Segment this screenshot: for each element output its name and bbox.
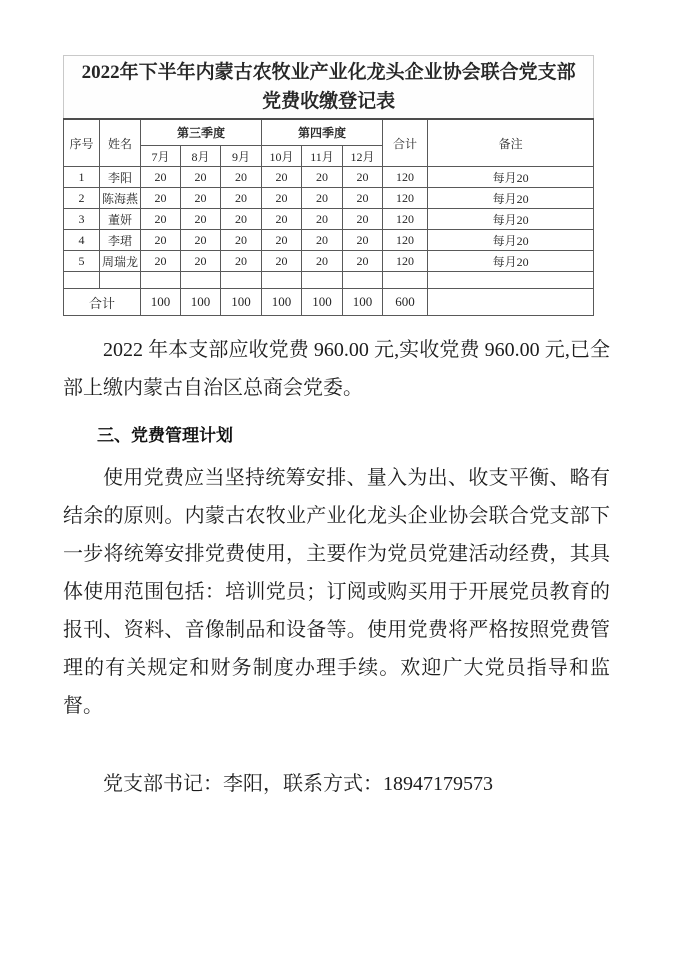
totals-month-value: 100 xyxy=(262,289,302,316)
empty-cell xyxy=(383,272,428,289)
header-month: 10月 xyxy=(262,146,302,167)
header-month: 11月 xyxy=(302,146,343,167)
table-row xyxy=(64,251,594,272)
cell-note: 每月20 xyxy=(428,167,594,188)
cell-month-fee: 20 xyxy=(181,251,221,272)
cell-name: 周瑞龙 xyxy=(100,251,141,272)
summary-paragraph: 2022 年本支部应收党费 960.00 元,实收党费 960.00 元,已全部上缴内蒙古自治区总商会党委。 xyxy=(63,339,610,399)
cell-month-fee: 20 xyxy=(141,251,181,272)
totals-note xyxy=(428,289,594,316)
header-row-seasons xyxy=(64,119,594,146)
empty-cell xyxy=(141,272,181,289)
cell-month-fee: 20 xyxy=(221,251,262,272)
cell-no: 2 xyxy=(64,188,100,209)
totals-month-value: 100 xyxy=(181,289,221,316)
empty-cell xyxy=(428,272,594,289)
empty-cell xyxy=(221,272,262,289)
cell-note: 每月20 xyxy=(428,188,594,209)
table-row xyxy=(64,209,594,230)
header-note: 备注 xyxy=(428,119,594,167)
cell-month-fee: 20 xyxy=(221,167,262,188)
cell-total: 120 xyxy=(383,209,428,230)
cell-note: 每月20 xyxy=(428,209,594,230)
cell-name: 李珺 xyxy=(100,230,141,251)
cell-total: 120 xyxy=(383,167,428,188)
table-row xyxy=(64,230,594,251)
header-no: 序号 xyxy=(64,119,100,167)
table-title-cell xyxy=(64,56,594,120)
cell-month-fee: 20 xyxy=(262,209,302,230)
cell-month-fee: 20 xyxy=(302,167,343,188)
plan-paragraph: 使用党费应当坚持统筹安排、量入为出、收支平衡、略有结余的原则。内蒙古农牧业产业化龙头企业协会联合党支部下一步将统筹安排党费使用，主要作为党员党建活动经费，其具体使用范围包括：培训党员；订阅或购买用于开展党员教育的报刊、资料、音像制品和设备等。使用党费将严格按照党费管理的有关规定和财务制度办理手续。欢迎广大党员指导和监督。 xyxy=(63,467,610,717)
cell-month-fee: 20 xyxy=(302,188,343,209)
cell-month-fee: 20 xyxy=(343,230,383,251)
cell-month-fee: 20 xyxy=(262,230,302,251)
cell-name: 陈海燕 xyxy=(100,188,141,209)
cell-no: 1 xyxy=(64,167,100,188)
cell-month-fee: 20 xyxy=(302,209,343,230)
cell-name: 董妍 xyxy=(100,209,141,230)
cell-month-fee: 20 xyxy=(302,251,343,272)
header-q4: 第四季度 xyxy=(262,119,383,146)
cell-total: 120 xyxy=(383,251,428,272)
cell-month-fee: 20 xyxy=(141,188,181,209)
empty-cell xyxy=(64,272,100,289)
cell-month-fee: 20 xyxy=(343,188,383,209)
totals-month-value: 100 xyxy=(302,289,343,316)
header-month: 12月 xyxy=(343,146,383,167)
totals-label: 合计 xyxy=(64,289,141,316)
table-row xyxy=(64,188,594,209)
header-month: 9月 xyxy=(221,146,262,167)
empty-cell xyxy=(302,272,343,289)
cell-total: 120 xyxy=(383,230,428,251)
cell-month-fee: 20 xyxy=(181,209,221,230)
footer-contact: 党支部书记：李阳，联系方式：18947179573 xyxy=(103,773,493,795)
cell-month-fee: 20 xyxy=(262,188,302,209)
cell-month-fee: 20 xyxy=(141,209,181,230)
header-month: 7月 xyxy=(141,146,181,167)
cell-note: 每月20 xyxy=(428,230,594,251)
cell-name: 李阳 xyxy=(100,167,141,188)
cell-month-fee: 20 xyxy=(343,251,383,272)
cell-month-fee: 20 xyxy=(141,167,181,188)
cell-month-fee: 20 xyxy=(221,188,262,209)
cell-month-fee: 20 xyxy=(221,230,262,251)
cell-month-fee: 20 xyxy=(181,188,221,209)
fee-registration-table xyxy=(63,55,594,316)
empty-cell xyxy=(100,272,141,289)
header-q3: 第三季度 xyxy=(141,119,262,146)
cell-no: 5 xyxy=(64,251,100,272)
cell-month-fee: 20 xyxy=(141,230,181,251)
cell-note: 每月20 xyxy=(428,251,594,272)
empty-cell xyxy=(181,272,221,289)
table-row xyxy=(64,167,594,188)
totals-month-value: 100 xyxy=(141,289,181,316)
cell-no: 4 xyxy=(64,230,100,251)
header-month: 8月 xyxy=(181,146,221,167)
header-total: 合计 xyxy=(383,119,428,167)
cell-month-fee: 20 xyxy=(343,167,383,188)
cell-month-fee: 20 xyxy=(262,167,302,188)
totals-month-value: 100 xyxy=(343,289,383,316)
totals-month-value: 100 xyxy=(221,289,262,316)
cell-month-fee: 20 xyxy=(302,230,343,251)
table-title-row xyxy=(64,56,594,120)
cell-month-fee: 20 xyxy=(181,230,221,251)
empty-cell xyxy=(343,272,383,289)
cell-month-fee: 20 xyxy=(262,251,302,272)
cell-no: 3 xyxy=(64,209,100,230)
cell-month-fee: 20 xyxy=(181,167,221,188)
header-name: 姓名 xyxy=(100,119,141,167)
cell-total: 120 xyxy=(383,188,428,209)
section-heading: 三、党费管理计划 xyxy=(97,426,233,445)
cell-month-fee: 20 xyxy=(221,209,262,230)
empty-row xyxy=(64,272,594,289)
totals-row xyxy=(64,289,594,316)
table-title-line1: 2022年下半年内蒙古农牧业产业化龙头企业协会联合党支部 xyxy=(81,62,576,83)
totals-sum: 600 xyxy=(383,289,428,316)
empty-cell xyxy=(262,272,302,289)
cell-month-fee: 20 xyxy=(343,209,383,230)
table-title-line2: 党费收缴登记表 xyxy=(262,91,396,112)
